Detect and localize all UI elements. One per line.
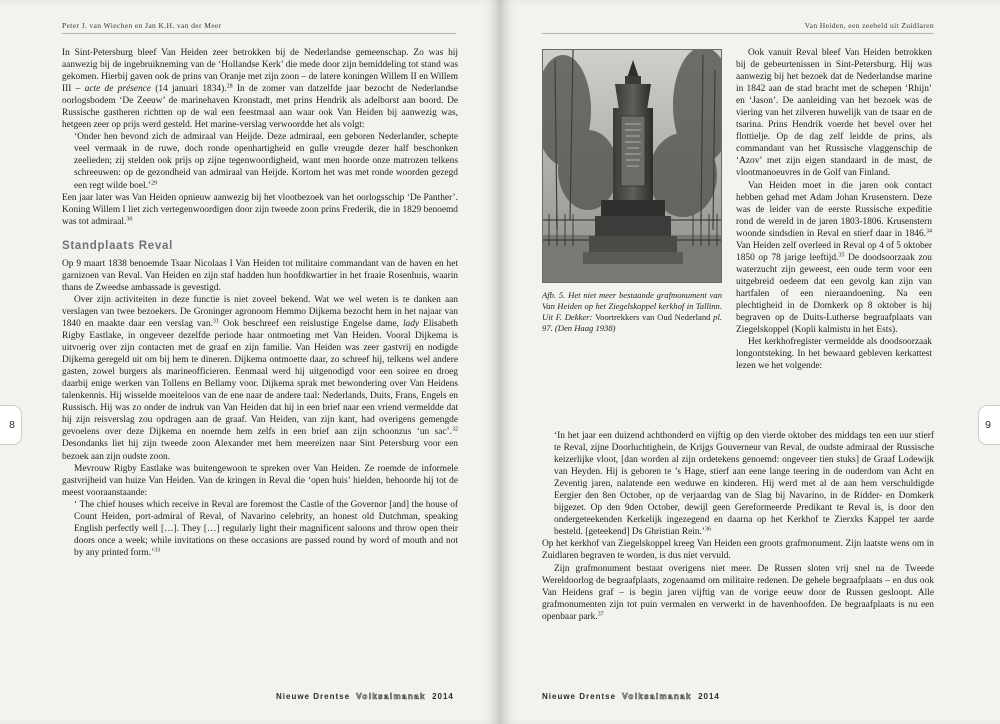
page-number-left: 8 xyxy=(0,405,22,445)
footnote-ref: 35 xyxy=(838,252,845,259)
section-heading: Standplaats Reval xyxy=(62,239,173,252)
head-rule-right xyxy=(542,33,934,34)
quote-block: ‘In het jaar een duizend achthonderd en vijftig op den vierde oktober des middags ten een uur stierf te Reval, zijne Doorluchtighein, de Krijgs Gouverneur van Reval, de oudste admiraal der Russische keizerlijke vloot, [dan worden al zijn ordetekens genoemd: ongeveer tien stuks] de Graaf Lodewijk van Heyden. Hij is geboren te ’s Hage, stierf aan eene lange teering in de ouderdom van Acht en Zeventig jaren, nalatende een weduwe en kinderen. Hij werd met al de aan hem verschuldigde Eergier den 8en October, op de verjaardag van de Slag bij Navarino, in de Ridder- en Domkerk bijgezet. Op den 9den October, dewijl geen Gereformeerde Predikant te Reval is, is door den ondergeteekenden Kerkelijk ingezegend en daarna op het Kerkhof te Zierxks Kappel ter aarde besteld. [geteekend] Ds Ghristian Rein.’$^{36}$ xyxy=(554,431,934,538)
footnote-ref: 28 xyxy=(226,83,233,90)
paragraph: Mevrouw Rigby Eastlake was buitengewoon te spreken over Van Heiden. Ze roemde de informele gastvrijheid van huize Van Heiden. Van de kringen in Reval die ‘open huis’ hielden, behoorde hij tot de meest vooraanstaande: xyxy=(62,463,458,498)
footnote-ref: 34 xyxy=(926,228,932,235)
footnote-ref: 29 xyxy=(151,180,158,187)
paragraph: Een jaar later was Van Heiden opnieuw aanwezig bij het vlootbezoek van het oorlogsschip ‘De Panther’. Koning Willem I liet zich vertegenwoordigen door zijn tweede zoon prins Frederik, die in 1829 benoemd was tot admiraal.$^{30}$ xyxy=(62,192,458,227)
paragraph: Over zijn activiteiten in deze functie is niet zoveel bekend. Wat we wel weten is te danken aan verslagen van twee bezoekers. De Groninger agronoom Hemmo Dijkema bezocht hem in het najaar van 1840 en maakte daar een verslag van.$^{31}$ Ook beschreef een reislustige Engelse dame, lady Elisabeth Rigby Eastlake, in ongeveer dezelfde periode haar ontmoeting met Van Heiden. Vooral Dijkema is uitvoerig over zijn contacten met de graaf en zijn familie. Van Heiden was zeer gastvrij en nodigde Dijkema geregeld uit om bij hem te dineren. Dijkema ontmoette daar, zo schreef hij, telkens wel andere gasten, zowel burgers als marineofficieren. Eenmaal werd hij uitgenodigd voor een soiree en droeg daarbij enige werken van Tollens en Bellamy voor. Dijkema sprak met bewondering over Van Heidens talenkennis. Hij wisselde moeiteloos van de ene naar de andere taal: Nederlands, Duits, Frans, Engels en Russisch. Hij was zo onder de indruk van Van Heiden dat hij in een brief naar een vriend vermeldde dat hij zijn reisverslag zou opdragen aan de graaf. Van Heiden, van zijn kant, had overigens gemengde gevoelens over deze Dijkema en noemde hem zelfs in een brief aan zijn schoonzus ‘un sac’.$^{32}$ Desondanks liet hij zijn tweede zoon Alexander met hem meereizen naar Sint Petersburg voor een bezoek aan zijn oudste zoon. xyxy=(62,294,458,462)
right-wide-column xyxy=(542,430,934,623)
paragraph: In Sint-Petersburg bleef Van Heiden zeer betrokken bij de Nederlandse gemeenschap. Zo was hij aanwezig bij de ingebruikneming van de ‘Hollandse Kerk’ die mede door zijn bemiddeling tot stand was gekomen. Hierbij gaven ook de prins van Oranje met zijn zoon – de latere koningen Willem II en Willem III – acte de présence (14 januari 1834).$^{28}$ In de zomer van datzelfde jaar bezocht de Nederlandse oorlogsbodem ‘De Zeeuw’ de marinehaven Kronstadt, met prins Hendrik als adelborst aan boord. De Russische gastheren richtten op de wal een feestmaal aan waar ook Van Heiden bij aanwezig was, hetgeen zeer op prijs werd gesteld. Het marine-verslag verwoordde het als volgt: xyxy=(62,48,458,131)
head-rule-left xyxy=(62,33,456,34)
footnote-ref: 37 xyxy=(597,611,604,618)
paragraph: Op het kerkhof van Ziegelskoppel kreeg Van Heiden een groots grafmonument. Zijn laatste wens om in Zuidlaren begraven te worden, is dus niet vervuld. xyxy=(542,539,934,562)
running-head-right: Van Heiden, een zeeheld uit Zuidlaren xyxy=(804,21,934,30)
paragraph: Van Heiden moet in die jaren ook contact hebben gehad met Adam Johan Krusenstern. Deze was de leider van de eerste Russische expeditie rond de wereld in de jaren 1803-1806. Krusenstern woonde sindsdien in Reval en stierf daar in 1846.34 Van Heiden zelf overleed in Reval op 4 of 5 oktober 1850 op 78 jarige leeftijd.$^{35}$ De doodsoorzaak zou waterzucht zijn geweest, een oude term voor een uitgebreid oedeem dat een gevolg kan zijn van hartfalen of een nieraandoening. Na een plechtigheid in de Domkerk op 8 oktober is hij begraven op de Duits-Lutherse begraafplaats van Ziegelskoppel (Kopli kalmistu in het Ests). xyxy=(736,180,932,336)
paragraph: Het kerkhofregister vermeldde als doodsoorzaak longontsteking. In het bewaard gebleven kerkattest lezen we het volgende: xyxy=(736,337,932,372)
footnote-ref: 31 xyxy=(212,318,219,325)
figure-caption: Afb. 5. Het niet meer bestaande grafmonument van Van Heiden op het Ziegelskoppel kerkhof in Tallinn. Uit F. Dekker: Voortrekkers van Oud Nederland pl. 97. (Den Haag 1938) xyxy=(542,290,722,333)
footnote-ref: 30 xyxy=(126,216,133,223)
right-page xyxy=(500,0,1000,724)
grave-monument-photo xyxy=(542,49,722,283)
paragraph: Op 9 maart 1838 benoemde Tsaar Nicolaas I Van Heiden tot militaire commandant van de haven en het garnizoen van Reval. Van Heiden en zijn staf hadden hun hoofdkwartier in het fraaie Rosenhuis, waarin thans de Zweedse ambassade is gevestigd. xyxy=(62,258,458,293)
right-narrow-column xyxy=(736,47,932,372)
running-head-left: Peter J. van Wiechen en Jan K.H. van der Meer xyxy=(62,21,222,30)
quote-block: ‘ The chief houses which receive in Reval are foremost the Castle of the Governor [and] the house of Count Heiden, port-admiral of Reval, of Navarino celebrity, an honest old Dutchman, speaking English perfectly well […]. They […] regularly light their magnificent saloons and throw open their doors once a week; while invitations on these occasions are passed round by word of mouth and not by any printed form.’$^{33}$ xyxy=(74,499,458,558)
footer-right: Nieuwe Drentse Volksalmanak 2014 xyxy=(542,692,720,701)
grave-monument-illustration xyxy=(543,50,722,283)
footnote-ref: 33 xyxy=(154,547,161,554)
footnote-ref: 32 xyxy=(452,426,458,433)
footer-left: Nieuwe Drentse Volksalmanak 2014 xyxy=(276,692,454,701)
paragraph: Zijn grafmonument bestaat overigens niet meer. De Russen sloten vrij snel na de Tweede Wereldoorlog de begraafplaats, zogenaamd om militaire redenen. De gehele begraafplaats – en dus ook Van Heidens graf – is begin jaren vijftig van de vorige eeuw door de Russen gesloopt. Alle grafmonumenten zijn tot puin vermalen en verwerkt in de havenhoofden. De begraafplaats is nu een openbaar park.$^{37}$ xyxy=(542,563,934,622)
paragraph: Ook vanuit Reval bleef Van Heiden betrokken bij de gebeurtenissen in Sint-Petersburg. Hij was aanwezig bij het bezoek dat de Nederlandse marine in 1842 aan de stad bracht met de schepen ‘Rhijn’ en ‘Jason’. De aanleiding van het bezoek was de viering van het zilveren huwelijk van de tsaar en de tsarina. Prins Hendrik voerde het bevel over het flottielje. Op de dag zelf leidde de prins, als commandant van het Russische vlaggenschip de ‘Azov’ met zijn eigen standaard in de mast, de vlootmanoeuvres in de Golf van Finland. xyxy=(736,48,932,179)
page-number-right: 9 xyxy=(978,405,1000,445)
footnote-ref: 36 xyxy=(705,526,711,533)
left-text-column xyxy=(62,47,458,559)
quote-block: ‘Onder hen bevond zich de admiraal van Heijde. Deze admiraal, een geboren Nederlander, schepte veel vermaak in de ruwe, doch ronde openhartigheid en gulle vreugde dezer half beschonken zeelieden; zij stelden ook prijs op zijne tegenwoordigheid, want men hoorde onze matrozen telkens schreeuwen: op de gezondheid van admiraal van Heijde. Kortom het was met ronde woorden gezegd een regt wilde boel.’$^{29}$ xyxy=(74,132,458,191)
